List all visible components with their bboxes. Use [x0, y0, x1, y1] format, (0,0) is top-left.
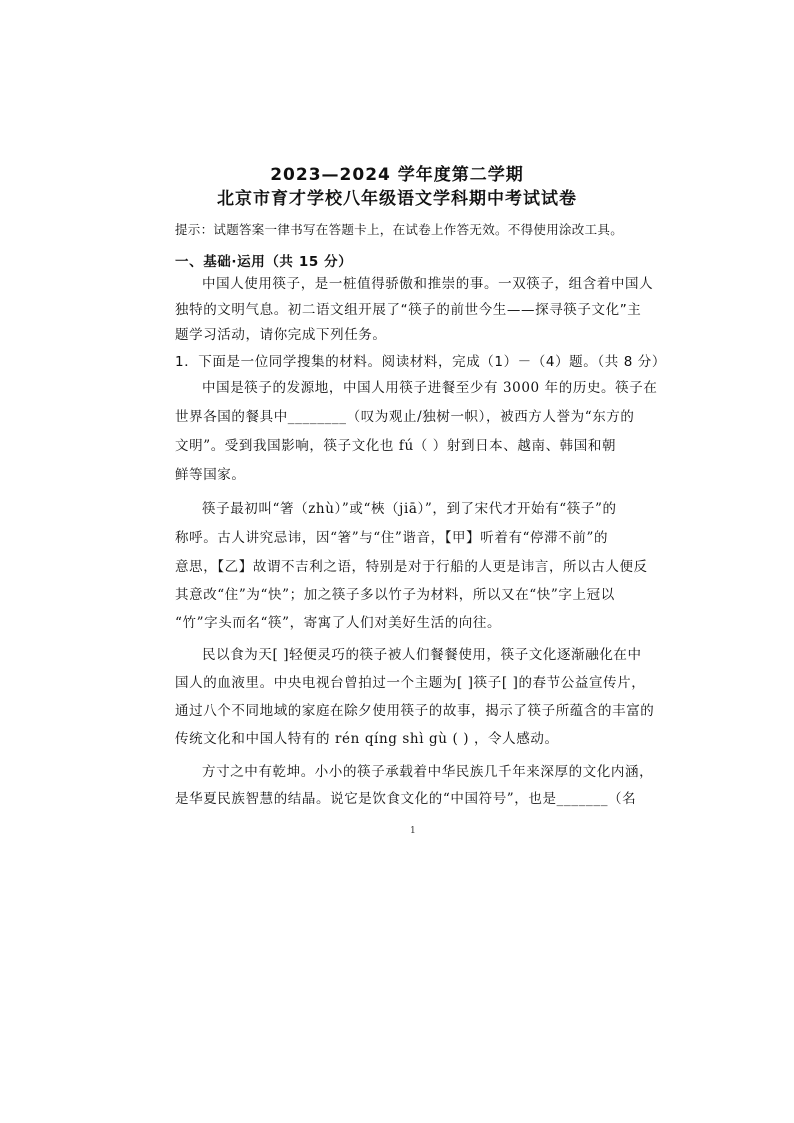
passage-line: 文明”。受到我国影响，筷子文化也 fú（ ）射到日本、越南、韩国和朝: [175, 438, 617, 454]
intro-line: 中国人使用筷子，是一桩值得骄傲和推崇的事。一双筷子，组含着中国人: [202, 276, 654, 292]
passage-line: 传统文化和中国人特有的 rén qíng shì gù ( ) ，令人感动。: [175, 731, 559, 747]
passage-line: 民以食为天[ ]轻便灵巧的筷子被人们餐餐使用，筷子文化逐渐融化在中: [202, 647, 642, 663]
intro-line: 独特的文明气息。初二语文组开展了“筷子的前世今生——探寻筷子文化”主: [175, 302, 642, 318]
exam-notice: 提示：试题答案一律书写在答题卡上，在试卷上作答无效。不得使用涂改工具。: [175, 222, 624, 237]
passage-line: 筷子最初叫“箸（zhù）”或“梜（jiā）”，到了宋代才开始有“筷子”的: [202, 501, 617, 517]
passage-line: 是华夏民族智慧的结晶。说它是饮食文化的“中国符号”，也是_______（名: [175, 791, 637, 807]
passage-line: 通过八个不同地域的家庭在除夕使用筷子的故事，揭示了筷子所蕴含的丰富的: [175, 703, 655, 719]
passage-line: 意思，【乙】故谓不吉利之语，特别是对于行船的人更是讳言，所以古人便反: [175, 559, 648, 575]
section1-heading: 一、基础·运用（共 15 分）: [175, 254, 353, 270]
passage-line: 鲜等国家。: [175, 467, 246, 483]
question1-prompt: 1．下面是一位同学搜集的材料。阅读材料，完成（1）－（4）题。（共 8 分）: [175, 354, 666, 370]
passage-line: 称呼。古人讲究忌讳，因“箸”与“住”谐音，【甲】听着有“停滞不前”的: [175, 530, 609, 546]
passage-line: 其意改“住”为“快”；加之筷子多以竹子为材料，所以又在“快”字上冠以: [175, 587, 615, 603]
passage-line: 国人的血液里。中央电视台曾拍过一个主题为[ ]筷子[ ]的春节公益宣传片，: [175, 675, 646, 691]
passage-line: 世界各国的餐具中________（叹为观止/独树一帜），被西方人誉为“东方的: [175, 409, 635, 425]
exam-year-title: 2023—2024 学年度第二学期: [270, 165, 524, 185]
passage-line: “竹”字头而名“筷”，寄寓了人们对美好生活的向往。: [175, 615, 502, 631]
passage-line: 方寸之中有乾坤。小小的筷子承载着中华民族几千年来深厚的文化内涵，: [202, 764, 654, 780]
intro-line: 题学习活动，请你完成下列任务。: [175, 327, 387, 343]
page-number: 1: [410, 826, 416, 836]
exam-school-title: 北京市育才学校八年级语文学科期中考试试卷: [217, 189, 577, 209]
passage-line: 中国是筷子的发源地，中国人用筷子进餐至少有 3000 年的历史。筷子在: [202, 380, 658, 396]
